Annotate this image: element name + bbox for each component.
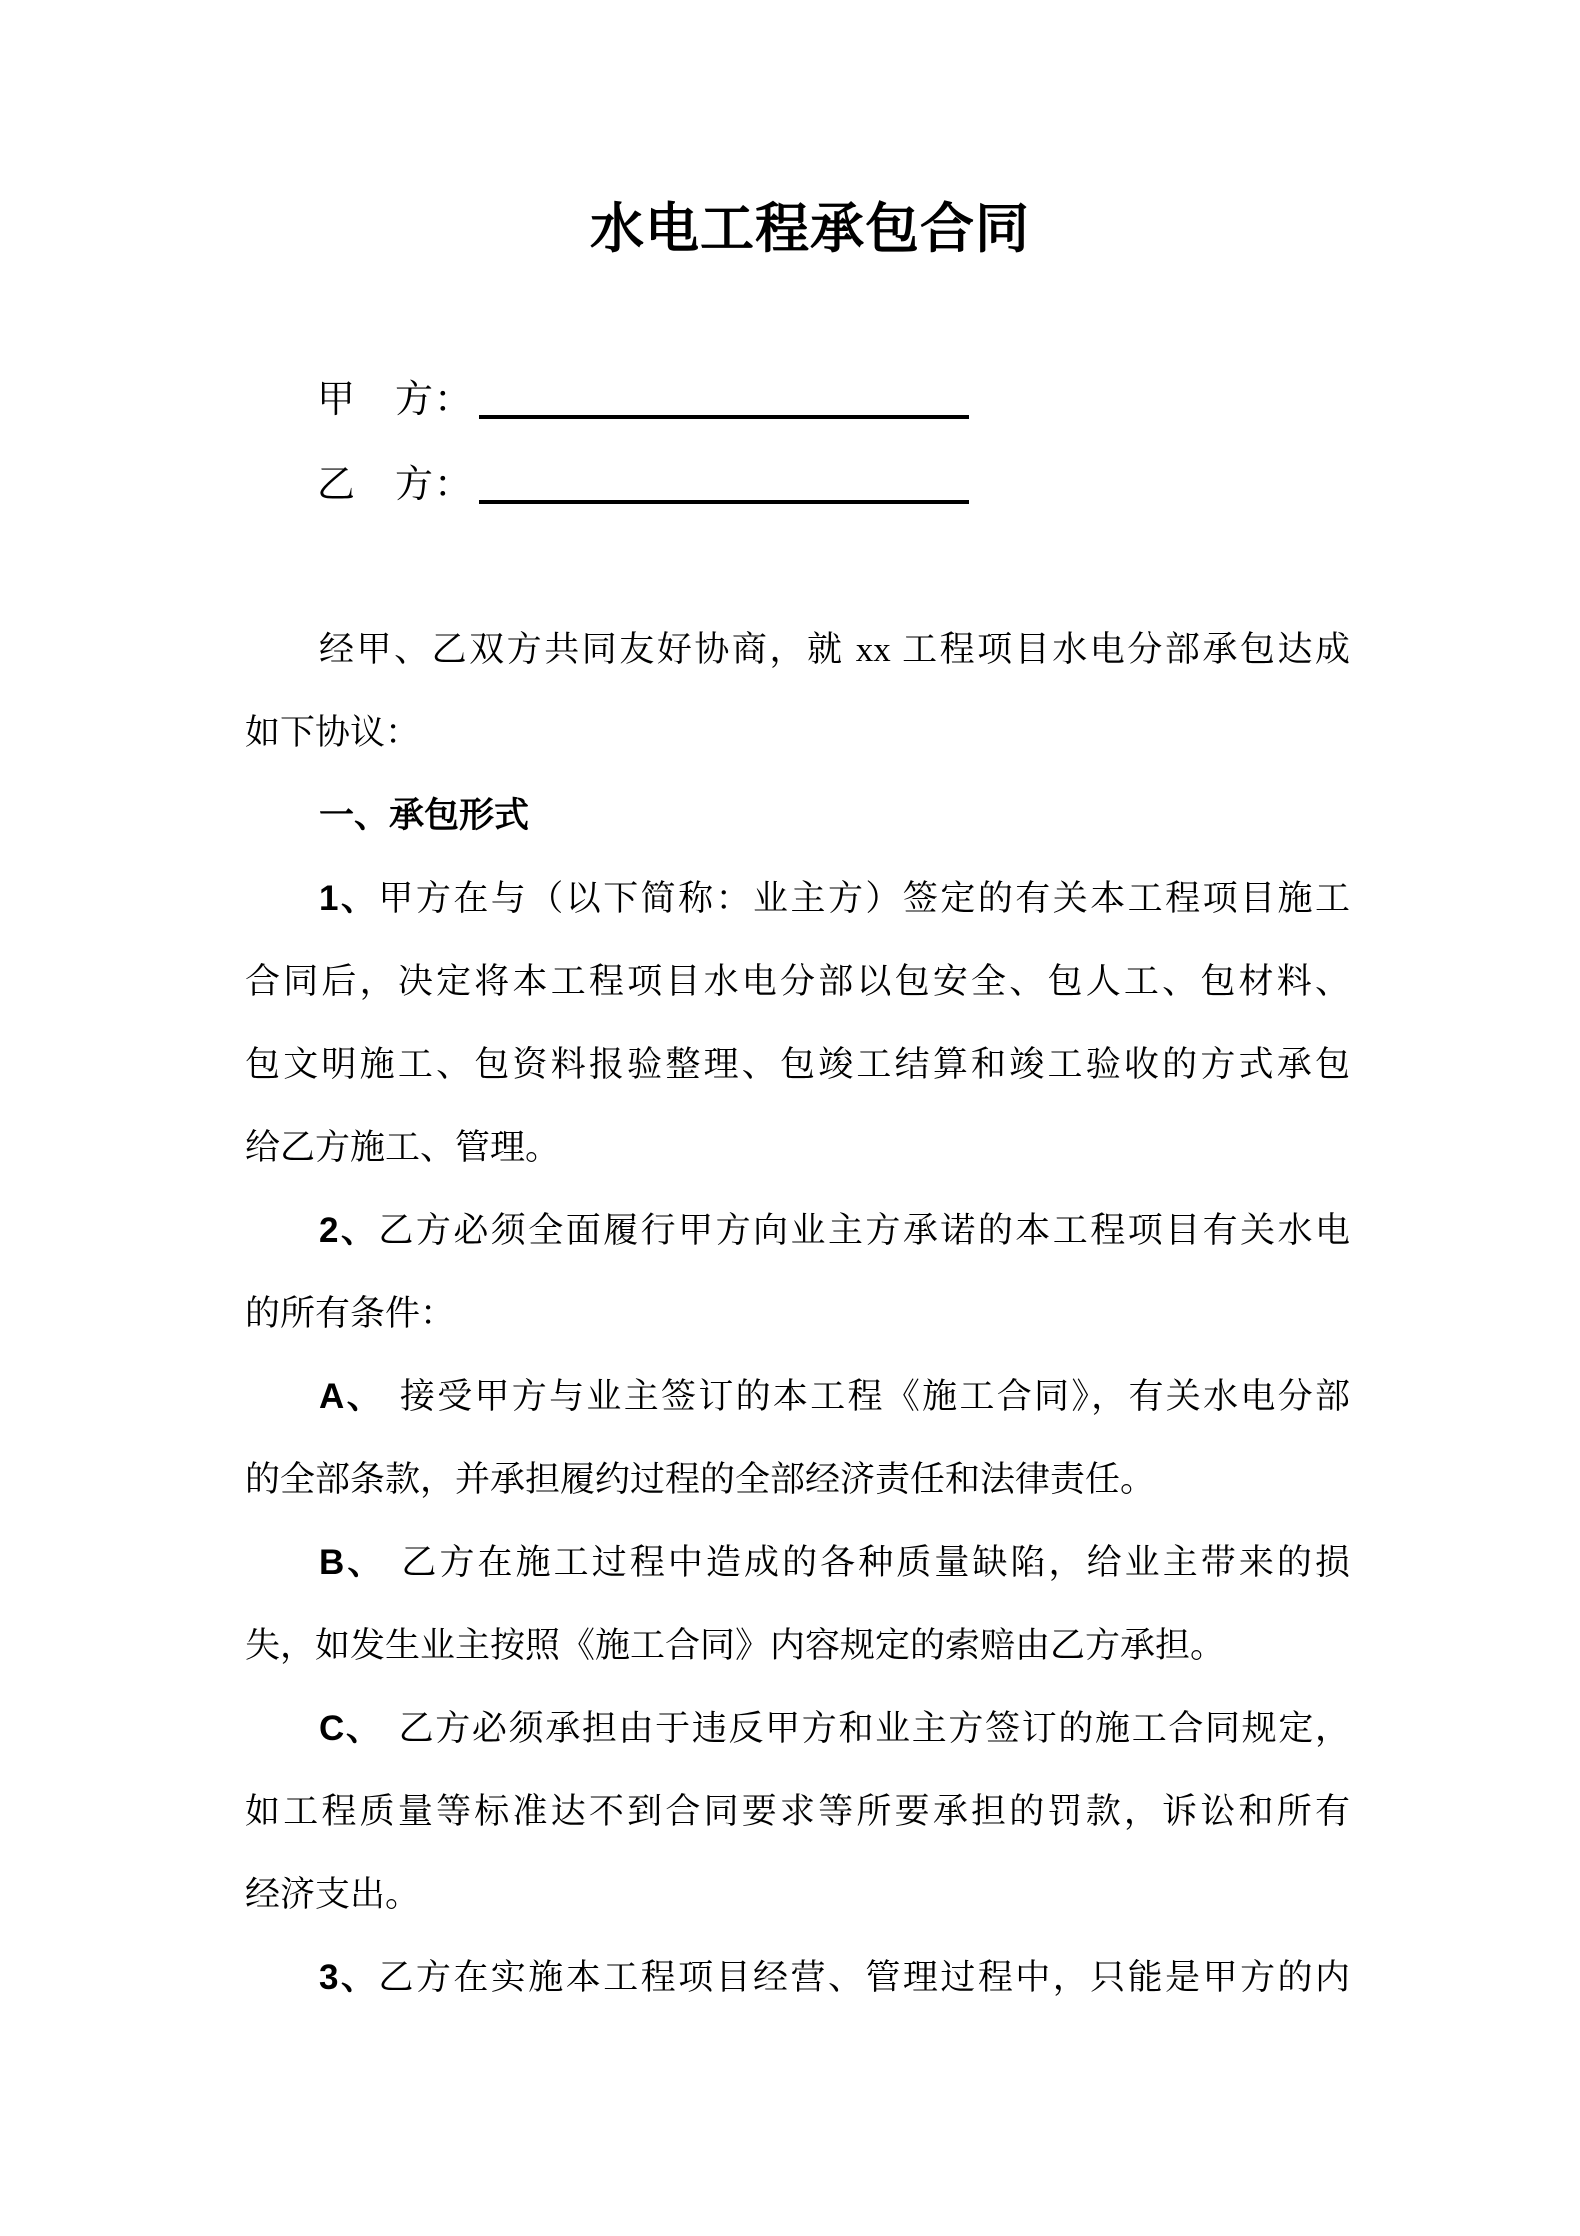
party-a-row: [317, 375, 969, 421]
intro-line-2: 如下协议：: [245, 713, 421, 752]
document-title: 水电工程承包合同: [590, 199, 1030, 259]
item-b-marker: B、: [319, 1543, 386, 1582]
clause-3-text-1: 乙方在实施本工程项目经营、管理过程中，只能是甲方的内: [378, 1958, 1350, 1997]
party-b-row: [317, 460, 969, 506]
item-c-line-1: [245, 1687, 1350, 1770]
clause-3-line-1: [245, 1936, 1350, 2019]
item-c-line-2: 如工程质量等标准达不到合同要求等所要承担的罚款，诉讼和所有: [245, 1792, 1350, 1831]
item-a-marker: A、: [319, 1377, 384, 1416]
intro-line-1: 经甲、乙双方共同友好协商，就 xx 工程项目水电分部承包达成: [319, 630, 1350, 669]
clause-3-marker: 3、: [319, 1958, 379, 1997]
item-b-line-2: 失，如发生业主按照《施工合同》内容规定的索赔由乙方承担。: [245, 1626, 1226, 1665]
clause-1-text-1: 甲方在与（以下简称：业主方）签定的有关本工程项目施工: [378, 879, 1350, 918]
item-a-text-1: 接受甲方与业主签订的本工程《施工合同》，有关水电分部: [399, 1377, 1350, 1416]
clause-1-marker: 1、: [319, 879, 379, 918]
item-b-line-1: [245, 1521, 1350, 1604]
clause-2-line-2: 的所有条件：: [245, 1294, 456, 1333]
party-a-label: 甲 方：: [317, 379, 474, 421]
clause-1-line-2: 合同后，决定将本工程项目水电分部以包安全、包人工、包材料、: [245, 962, 1350, 1001]
item-a-line-1: [245, 1355, 1350, 1438]
clause-2-text-1: 乙方必须全面履行甲方向业主方承诺的本工程项目有关水电: [378, 1211, 1350, 1250]
clause-2-line-1: [245, 1189, 1350, 1272]
item-a-line-2: 的全部条款，并承担履约过程的全部经济责任和法律责任。: [245, 1460, 1156, 1499]
item-c-text-1: 乙方必须承担由于违反甲方和业主方签订的施工合同规定，: [398, 1709, 1350, 1748]
clause-1-line-1: [245, 857, 1350, 940]
clause-1-line-3: 包文明施工、包资料报验整理、包竣工结算和竣工验收的方式承包: [245, 1045, 1350, 1084]
party-b-label: 乙 方：: [317, 464, 474, 506]
document-body: [245, 608, 1350, 2019]
clause-1-line-4: 给乙方施工、管理。: [245, 1128, 561, 1167]
item-b-text-1: 乙方在施工过程中造成的各种质量缺陷，给业主带来的损: [401, 1543, 1350, 1582]
section-1-heading: 一、承包形式: [319, 796, 530, 835]
clause-2-marker: 2、: [319, 1211, 379, 1250]
party-a-blank-line: [479, 375, 969, 419]
party-b-blank-line: [479, 460, 969, 504]
item-c-line-3: 经济支出。: [245, 1875, 421, 1914]
item-c-marker: C、: [319, 1709, 383, 1748]
